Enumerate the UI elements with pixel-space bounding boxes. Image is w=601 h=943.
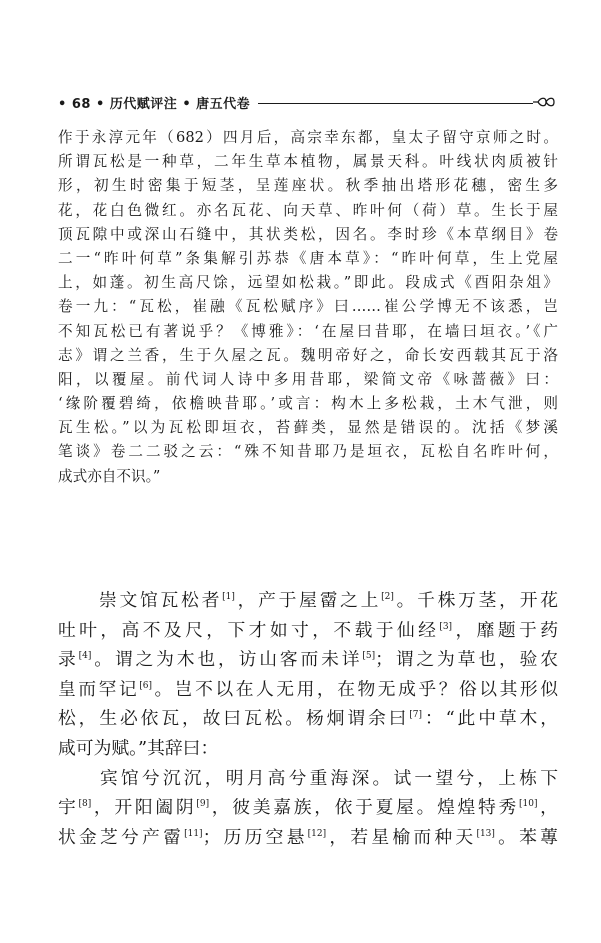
- fu-body-line: 宇[8]，开阳阖阴[9]，彼美嘉族，依于夏屋。煌煌特秀[10]，: [58, 797, 558, 819]
- fu-body-line: 宾馆兮沉沉，明月高兮重海深。试一望兮，上栋下: [58, 767, 558, 789]
- annotation-line: 二一“昨叶何草”条集解引苏恭《唐本草》：“昨叶何草，生上党屋: [58, 249, 558, 267]
- footnote-marker: [6]: [139, 680, 152, 691]
- preface-line: 录[4]。谓之为木也，访山客而未详[5]；谓之为草也，验农: [58, 649, 558, 671]
- preface-line: 崇文馆瓦松者[1]，产于屋霤之上[2]。千株万茎，开花: [58, 590, 558, 611]
- scroll-ornament-icon: [532, 96, 558, 108]
- annotation-line: 作于永淳元年（682）四月后，高宗幸东都，皇太子留守京师之时。: [58, 129, 558, 146]
- annotation-line: 卷一九：“瓦松，崔融《瓦松赋序》曰……崔公学博无不该悉，岂: [58, 298, 558, 316]
- annotation-line: 上，如蓬。初生高尺馀，远望如松栽。”即此。段成式《酉阳杂俎》: [58, 274, 558, 292]
- annotation-line: 笔谈》卷二二驳之云：“殊不知昔耶乃是垣衣，瓦松自名昨叶何，: [58, 443, 558, 461]
- annotation-line: 志》谓之兰香，生于久屋之瓦。魏明帝好之，命长安西载其瓦于洛: [58, 346, 558, 364]
- footnote-marker: [13]: [476, 828, 495, 839]
- footnote-marker: [1]: [222, 592, 235, 603]
- annotation-line: 所谓瓦松是一种草，二年生草本植物，属景天科。叶线状肉质被针: [58, 153, 558, 171]
- footnote-marker: [8]: [78, 799, 92, 810]
- footnote-marker: [5]: [362, 651, 376, 662]
- header-rule: [258, 103, 533, 104]
- footnote-marker: [2]: [381, 592, 394, 603]
- preface-line: 皇而罕记[6]。岂不以在人无用，在物无成乎？俗以其形似: [58, 678, 558, 700]
- annotation-line: 阳，以覆屋。前代词人诗中多用昔耶，梁简文帝《咏蔷薇》曰：: [58, 370, 558, 388]
- annotation-line: 成式亦自不识。”: [58, 467, 161, 485]
- footnote-marker: [11]: [184, 828, 203, 839]
- annotation-line: 顶瓦隙中或深山石缝中，其状类松，因名。李时珍《本草纲目》卷: [58, 225, 558, 243]
- preface-line: 吐叶，高不及尺，下才如寸，不载于仙经[3]，靡题于药: [58, 619, 558, 641]
- fu-body-line: 状金芝兮产霤[11]；历历空悬[12]，若星榆而种天[13]。苯蓴: [58, 826, 558, 848]
- footnote-marker: [3]: [439, 621, 453, 632]
- preface-line: 咸可为赋。”其辞曰：: [58, 737, 219, 759]
- footnote-marker: [10]: [519, 799, 538, 810]
- annotation-line: ‘缘阶覆碧绮，依檐映昔耶。’或言：构木上多松栽，土木气泄，则: [58, 395, 558, 413]
- annotation-paragraph: [58, 126, 558, 489]
- annotation-line: 不知瓦松已有著说乎？《博雅》：‘在屋曰昔耶，在墙曰垣衣。’《广: [58, 322, 558, 340]
- running-header: [58, 93, 558, 111]
- annotation-line: 花，花白色微红。亦名瓦花、向天草、昨叶何（荷）草。生长于屋: [58, 201, 558, 219]
- annotation-line: 形，初生时密集于短茎，呈莲座状。秋季抽出塔形花穗，密生多: [58, 177, 558, 195]
- page-number-and-book-title: • 68 • 历代赋评注 • 唐五代卷: [58, 96, 251, 112]
- footnote-marker: [12]: [307, 828, 327, 839]
- annotation-line: 瓦生松。”以为瓦松即垣衣，苔藓类，显然是错误的。沈括《梦溪: [58, 419, 558, 437]
- footnote-marker: [4]: [78, 651, 92, 662]
- footnote-marker: [9]: [196, 799, 210, 810]
- preface-line: 松，生必依瓦，故曰瓦松。杨炯谓余曰[7]：“此中草木，: [58, 708, 558, 730]
- fu-text: [58, 586, 558, 852]
- footnote-marker: [7]: [409, 710, 423, 721]
